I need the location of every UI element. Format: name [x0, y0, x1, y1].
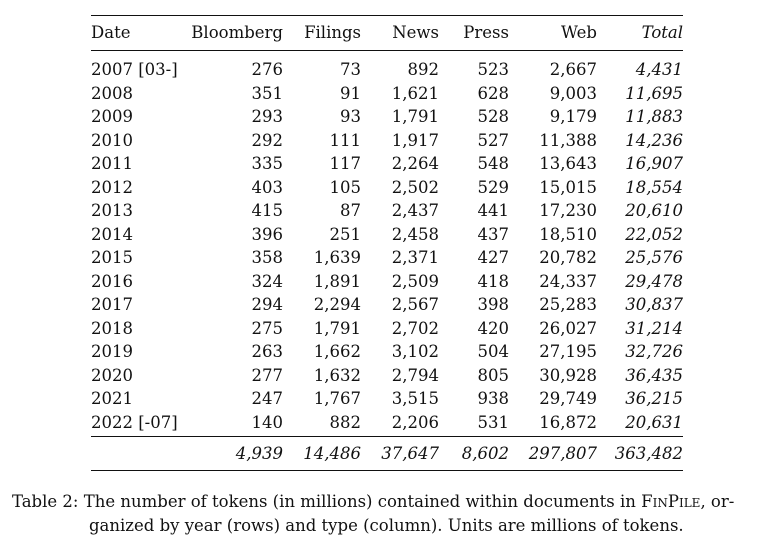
table-cell: 427 — [477, 248, 509, 267]
table-cell: 1,917 — [391, 130, 439, 150]
table-cell: 2,667 — [549, 60, 597, 79]
table-cell: 1,639 — [313, 248, 361, 267]
table-cell: 73 — [340, 60, 361, 79]
table-row — [91, 129, 683, 153]
table-cell: 415 — [251, 201, 283, 220]
table-cell: 527 — [477, 130, 509, 150]
table-row — [91, 317, 683, 341]
table-row — [91, 105, 683, 129]
table-row — [91, 152, 683, 176]
table-cell: 3,102 — [391, 342, 439, 361]
table-cell: 1,791 — [313, 318, 361, 338]
header-cell-press: Press — [463, 23, 509, 42]
table-cell: 324 — [251, 271, 283, 291]
table-row — [91, 246, 683, 270]
row-total-cell: 30,837 — [625, 295, 683, 314]
totals-row — [91, 437, 683, 471]
row-date-cell: 2020 — [91, 365, 133, 385]
row-date-cell: 2008 — [91, 83, 133, 103]
caption-text-before: The number of tokens (in millions) contained within documents in — [83, 492, 642, 511]
row-total-cell: 36,435 — [625, 365, 683, 385]
table-body — [91, 51, 683, 437]
table-cell: 335 — [251, 154, 283, 173]
row-date-cell: 2014 — [91, 224, 133, 244]
row-total-cell: 20,631 — [625, 412, 683, 432]
table-cell: 24,337 — [539, 271, 597, 291]
table-row — [91, 82, 683, 106]
table-cell: 247 — [251, 389, 283, 408]
table-cell: 548 — [477, 154, 509, 173]
table-cell: 15,015 — [539, 177, 597, 197]
row-total-cell: 11,883 — [625, 107, 683, 126]
table-cell: 2,458 — [391, 224, 439, 244]
table-cell: 263 — [251, 342, 283, 361]
table-cell: 523 — [477, 60, 509, 79]
table-cell: 30,928 — [539, 365, 597, 385]
table-cell: 1,621 — [391, 83, 439, 103]
table-caption — [12, 490, 766, 538]
table-cell: 418 — [477, 271, 509, 291]
row-total-cell: 22,052 — [625, 224, 683, 244]
table-cell: 276 — [251, 60, 283, 79]
row-date-cell: 2011 — [91, 154, 133, 173]
row-date-cell: 2018 — [91, 318, 133, 338]
table-cell: 9,179 — [549, 107, 597, 126]
row-total-cell: 14,236 — [625, 130, 683, 150]
table-row — [91, 293, 683, 317]
table-cell: 275 — [251, 318, 283, 338]
row-total-cell: 36,215 — [625, 389, 683, 408]
table-cell: 117 — [329, 154, 361, 173]
column-total-cell — [91, 437, 183, 471]
header-cell-news: News — [392, 23, 439, 42]
table-cell: 16,872 — [539, 412, 597, 432]
table-cell: 398 — [477, 295, 509, 314]
row-total-cell: 18,554 — [625, 177, 683, 197]
token-count-table — [91, 15, 683, 471]
table-cell: 892 — [407, 60, 439, 79]
table-cell: 17,230 — [539, 201, 597, 220]
table-cell: 2,206 — [391, 412, 439, 432]
row-date-cell: 2010 — [91, 130, 133, 150]
table-row — [91, 387, 683, 411]
row-date-cell: 2012 — [91, 177, 133, 197]
table-cell: 251 — [329, 224, 361, 244]
row-total-cell: 25,576 — [625, 248, 683, 267]
column-total-cell: 8,602 — [461, 444, 509, 463]
column-total-cell: 363,482 — [614, 444, 683, 463]
row-date-cell: 2009 — [91, 107, 133, 126]
row-total-cell: 4,431 — [635, 60, 683, 79]
table-cell: 882 — [329, 412, 361, 432]
table-row — [91, 364, 683, 388]
column-total-cell: 14,486 — [303, 444, 361, 463]
table-cell: 2,794 — [391, 365, 439, 385]
table-cell: 27,195 — [539, 342, 597, 361]
table-cell: 87 — [340, 201, 361, 220]
table-cell: 2,567 — [391, 295, 439, 314]
table-cell: 420 — [477, 318, 509, 338]
caption-line-2: ganized by year (rows) and type (column). Units are millions of tokens. — [89, 516, 684, 535]
table-cell: 403 — [251, 177, 283, 197]
header-cell-total: Total — [641, 23, 683, 42]
table-cell: 3,515 — [391, 389, 439, 408]
header-cell-bloomberg: Bloomberg — [191, 23, 283, 42]
table-cell: 13,643 — [539, 154, 597, 173]
caption-text-after: , or- — [700, 492, 735, 511]
table-cell: 277 — [251, 365, 283, 385]
table-cell: 1,791 — [391, 107, 439, 126]
table-cell: 25,283 — [539, 295, 597, 314]
table-cell: 805 — [477, 365, 509, 385]
table-cell: 1,767 — [313, 389, 361, 408]
table-cell: 2,371 — [391, 248, 439, 267]
table-row — [91, 411, 683, 437]
table-cell: 441 — [477, 201, 509, 220]
table-cell: 2,294 — [313, 295, 361, 314]
table-cell: 2,502 — [391, 177, 439, 197]
table-row — [91, 51, 683, 82]
table-cell: 294 — [251, 295, 283, 314]
table-cell: 18,510 — [539, 224, 597, 244]
table-cell: 938 — [477, 389, 509, 408]
header-row — [91, 16, 683, 51]
table-cell: 528 — [477, 107, 509, 126]
table-cell: 531 — [477, 412, 509, 432]
column-total-cell: 297,807 — [528, 444, 597, 463]
table-cell: 2,509 — [391, 271, 439, 291]
table-cell: 628 — [477, 83, 509, 103]
caption-dataset-name: FinPile — [641, 492, 701, 511]
table-cell: 437 — [477, 224, 509, 244]
row-total-cell: 20,610 — [625, 201, 683, 220]
header-cell-web: Web — [561, 23, 597, 42]
column-total-cell: 37,647 — [381, 444, 439, 463]
row-date-cell: 2016 — [91, 271, 133, 291]
table-cell: 26,027 — [539, 318, 597, 338]
table-cell: 2,702 — [391, 318, 439, 338]
table-row — [91, 199, 683, 223]
table-row — [91, 223, 683, 247]
row-total-cell: 32,726 — [625, 342, 683, 361]
header-cell-date: Date — [91, 23, 131, 42]
table-cell: 1,662 — [313, 342, 361, 361]
token-count-table-container — [91, 15, 683, 471]
table-cell: 351 — [251, 83, 283, 103]
table-row — [91, 340, 683, 364]
table-footer — [91, 437, 683, 471]
caption-label: Table 2: — [12, 492, 79, 511]
table-cell: 293 — [251, 107, 283, 126]
row-date-cell: 2015 — [91, 248, 133, 267]
row-date-cell: 2013 — [91, 201, 133, 220]
table-cell: 20,782 — [539, 248, 597, 267]
table-cell: 2,264 — [391, 154, 439, 173]
row-total-cell: 11,695 — [625, 83, 683, 103]
row-total-cell: 29,478 — [625, 271, 683, 291]
table-cell: 111 — [329, 130, 361, 150]
row-date-cell: 2007 [03-] — [91, 60, 178, 79]
row-date-cell: 2022 [-07] — [91, 412, 178, 432]
table-cell: 1,891 — [313, 271, 361, 291]
row-total-cell: 16,907 — [625, 154, 683, 173]
table-cell: 358 — [251, 248, 283, 267]
table-cell: 29,749 — [539, 389, 597, 408]
column-total-cell: 4,939 — [235, 444, 283, 463]
table-cell: 2,437 — [391, 201, 439, 220]
table-cell: 93 — [340, 107, 361, 126]
table-cell: 11,388 — [539, 130, 597, 150]
table-cell: 292 — [251, 130, 283, 150]
table-cell: 9,003 — [549, 83, 597, 103]
header-cell-filings: Filings — [304, 23, 361, 42]
table-cell: 91 — [340, 83, 361, 103]
table-cell: 529 — [477, 177, 509, 197]
row-date-cell: 2019 — [91, 342, 133, 361]
table-cell: 105 — [329, 177, 361, 197]
row-date-cell: 2021 — [91, 389, 133, 408]
row-total-cell: 31,214 — [625, 318, 683, 338]
table-cell: 396 — [251, 224, 283, 244]
row-date-cell: 2017 — [91, 295, 133, 314]
table-cell: 140 — [251, 412, 283, 432]
table-row — [91, 176, 683, 200]
table-row — [91, 270, 683, 294]
table-cell: 504 — [477, 342, 509, 361]
table-header — [91, 16, 683, 51]
table-cell: 1,632 — [313, 365, 361, 385]
